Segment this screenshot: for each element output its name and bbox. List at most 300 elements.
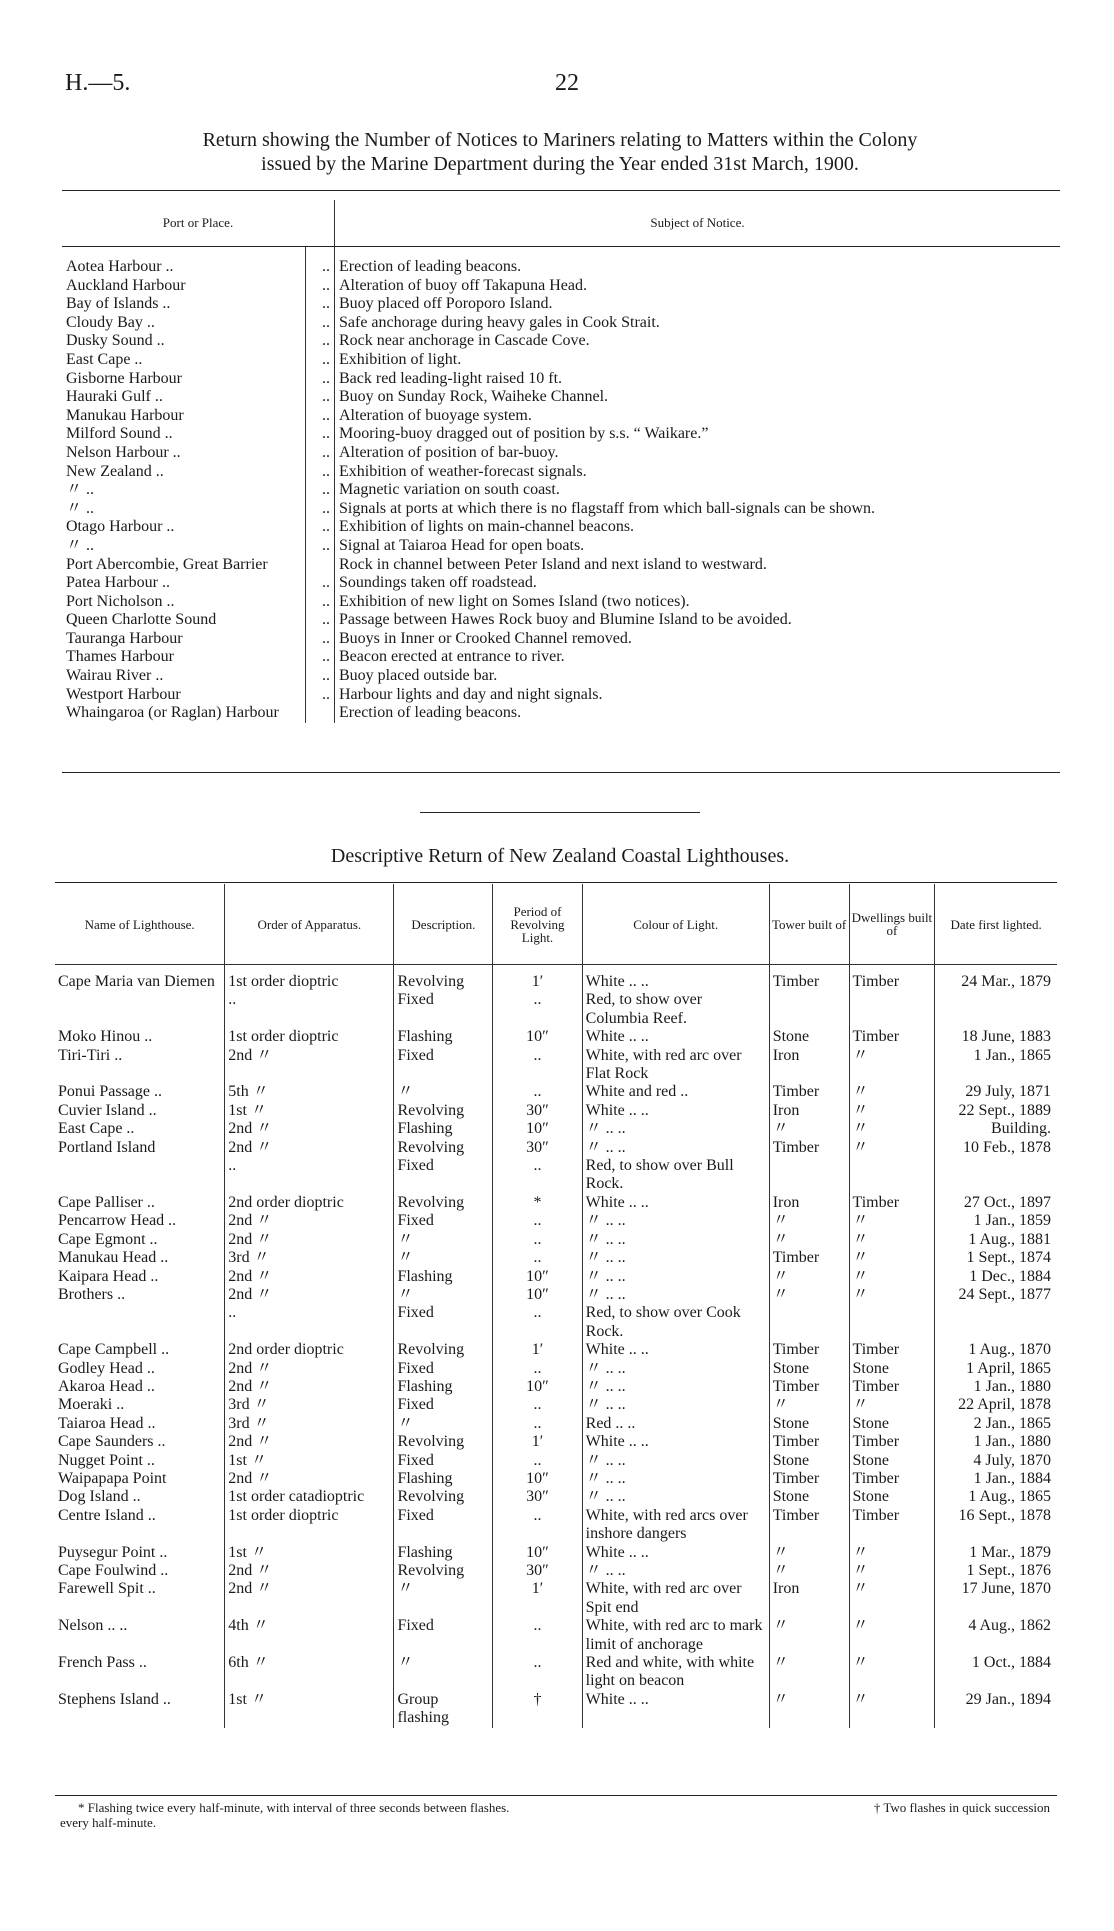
- lighthouse-date: 1 Jan., 1865: [973, 1046, 1051, 1064]
- notice-dots: ..: [306, 630, 335, 649]
- lighthouse-name: Cape Campbell ..: [55, 1341, 225, 1359]
- notice-dots: ..: [306, 481, 335, 500]
- lighthouse-date: 1 Jan., 1859: [973, 1212, 1051, 1230]
- lights-bottom-rule: [55, 1795, 1057, 1796]
- lighthouse-period: ..: [493, 1231, 582, 1249]
- footnote-asterisk: * Flashing twice every half-minute, with interval of three seconds between flashes.: [78, 1800, 510, 1815]
- lighthouse-period: 10″: [493, 1028, 582, 1046]
- notices-title-line-1: Return showing the Number of Notices to Mariners relating to Matters within the Colony: [202, 129, 918, 151]
- notice-port: Auckland Harbour: [62, 277, 306, 296]
- notices-title: [60, 128, 1060, 176]
- lighthouse-date: 16 Sept., 1878: [958, 1506, 1051, 1524]
- notice-port: Cloudy Bay ..: [62, 314, 306, 333]
- lighthouse-description: Fixed: [394, 1360, 493, 1378]
- lighthouse-row: [55, 1654, 1057, 1691]
- notice-port: 〃 ..: [62, 500, 306, 519]
- notice-row: [62, 277, 1060, 296]
- lighthouse-row: [55, 965, 1057, 1029]
- notices-table: [62, 200, 1060, 723]
- notice-dots: [306, 556, 335, 575]
- top-rule: [62, 190, 1060, 191]
- lighthouse-dwellings: 〃: [849, 1617, 935, 1654]
- notice-port: Dusky Sound ..: [62, 332, 306, 351]
- lighthouse-date: 24 Mar., 1879: [961, 973, 1051, 990]
- notice-subject: Exhibition of weather-forecast signals.: [339, 462, 587, 480]
- notice-port: Manukau Harbour: [62, 407, 306, 426]
- lighthouse-date: 1 Jan., 1880: [973, 1433, 1051, 1451]
- notice-port: Port Abercombie, Great Barrier: [62, 556, 306, 575]
- lighthouse-description: Revolving: [394, 1194, 493, 1212]
- notice-dots: ..: [306, 686, 335, 705]
- lighthouse-colour: White .. ..: [582, 1433, 769, 1451]
- lighthouse-row: [55, 1083, 1057, 1101]
- lighthouse-name: Pencarrow Head ..: [55, 1212, 225, 1230]
- col-order-header: Order of Apparatus.: [225, 884, 394, 965]
- notice-row: [62, 556, 1060, 575]
- lighthouse-order: 1st order dioptric: [225, 1028, 394, 1046]
- lighthouses-table: [55, 884, 1057, 1728]
- notice-port: Milford Sound ..: [62, 425, 306, 444]
- lighthouse-description: Flashing: [394, 1028, 493, 1046]
- lighthouse-period: 1′ ..: [493, 965, 582, 1029]
- lighthouse-date: 4 Aug., 1862: [968, 1617, 1051, 1635]
- lighthouse-name: Godley Head ..: [55, 1360, 225, 1378]
- lighthouse-colour: White .. ..: [582, 1102, 769, 1120]
- notice-row: [62, 648, 1060, 667]
- lighthouse-description: Fixed: [394, 1212, 493, 1230]
- lighthouse-row: [55, 1047, 1057, 1084]
- notice-dots: ..: [306, 648, 335, 667]
- lighthouse-name: Cape Saunders ..: [55, 1433, 225, 1451]
- col-description-header: Description.: [394, 884, 493, 965]
- col-date-header: Date first lighted.: [935, 884, 1057, 965]
- lighthouse-order: 3rd 〃: [225, 1249, 394, 1267]
- lighthouse-row: [55, 1580, 1057, 1617]
- notice-dots: ..: [306, 407, 335, 426]
- lighthouse-date: 1 Jan., 1880: [973, 1377, 1051, 1395]
- lighthouse-order: 2nd 〃 ..: [225, 1139, 394, 1194]
- lighthouse-name: Cape Palliser ..: [55, 1194, 225, 1212]
- lighthouse-name: Taiaroa Head ..: [55, 1415, 225, 1433]
- lights-top-rule: [55, 882, 1057, 883]
- lights-header-row: [55, 884, 1057, 965]
- lighthouse-dwellings: 〃: [849, 1580, 935, 1617]
- lighthouse-order: 4th 〃: [225, 1617, 394, 1654]
- lighthouse-row: [55, 1120, 1057, 1138]
- lighthouse-order: 2nd 〃: [225, 1360, 394, 1378]
- lighthouse-date: 1 Dec., 1884: [969, 1267, 1051, 1285]
- notices-body: [62, 246, 1060, 723]
- notice-row: [62, 314, 1060, 333]
- lighthouse-row: [55, 1249, 1057, 1267]
- lighthouse-date: 1 Sept., 1876: [966, 1562, 1051, 1579]
- lighthouse-period: ..: [493, 1083, 582, 1101]
- lighthouse-order: 1st 〃: [225, 1452, 394, 1470]
- notice-port: Aotea Harbour ..: [62, 246, 306, 277]
- lighthouse-tower: 〃: [769, 1654, 849, 1691]
- notice-port: Whaingaroa (or Raglan) Harbour: [62, 704, 306, 723]
- lighthouse-tower: 〃: [769, 1120, 849, 1138]
- notice-row: [62, 332, 1060, 351]
- lighthouse-tower: Timber: [769, 1507, 849, 1544]
- notice-subject: Buoy on Sunday Rock, Waiheke Channel.: [339, 388, 609, 406]
- notice-port: Gisborne Harbour: [62, 370, 306, 389]
- lighthouse-period: †: [493, 1691, 582, 1728]
- notices-bottom-rule: [62, 772, 1060, 773]
- lighthouse-dwellings: 〃: [849, 1544, 935, 1562]
- lighthouse-row: [55, 1544, 1057, 1562]
- notice-subject: Harbour lights and day and night signals.: [339, 685, 603, 703]
- lights-body: [55, 965, 1057, 1728]
- lighthouse-colour: Red .. ..: [582, 1415, 769, 1433]
- lighthouse-period: ..: [493, 1507, 582, 1544]
- lighthouse-description: Revolving: [394, 1488, 493, 1506]
- lighthouse-colour: White .. ..: [582, 1028, 769, 1046]
- lighthouse-name: Puysegur Point ..: [55, 1544, 225, 1562]
- notice-subject: Alteration of position of bar-buoy.: [339, 443, 559, 461]
- lighthouse-period: 1′: [493, 1580, 582, 1617]
- lighthouse-name: Nelson .. ..: [55, 1617, 225, 1654]
- lighthouse-row: [55, 1691, 1057, 1728]
- notice-dots: ..: [306, 277, 335, 296]
- lighthouse-tower: Stone: [769, 1415, 849, 1433]
- col-colour-header: Colour of Light.: [582, 884, 769, 965]
- lighthouse-description: Flashing: [394, 1120, 493, 1138]
- notice-subject: Exhibition of new light on Somes Island (two notices).: [339, 592, 690, 610]
- lighthouse-tower: 〃: [769, 1562, 849, 1580]
- lighthouse-dwellings: Timber: [849, 1341, 935, 1359]
- lighthouse-dwellings: 〃: [849, 1047, 935, 1084]
- notice-subject: Alteration of buoyage system.: [339, 406, 532, 424]
- notice-row: [62, 388, 1060, 407]
- notice-dots: [306, 704, 335, 723]
- notice-dots: ..: [306, 370, 335, 389]
- notice-subject: Signal at Taiaroa Head for open boats.: [339, 536, 585, 554]
- lighthouse-date: 1 Aug., 1870: [968, 1341, 1051, 1359]
- lighthouse-colour: White .. ..: [582, 1194, 769, 1212]
- lighthouse-date: 29 Jan., 1894: [965, 1690, 1051, 1708]
- lighthouse-date: 27 Oct., 1897: [963, 1193, 1051, 1211]
- lighthouse-period: 30″: [493, 1102, 582, 1120]
- lighthouse-dwellings: Timber: [849, 1507, 935, 1544]
- notice-port: 〃 ..: [62, 537, 306, 556]
- lighthouse-colour: 〃 .. ..: [582, 1249, 769, 1267]
- notice-port: Wairau River ..: [62, 667, 306, 686]
- notice-row: [62, 351, 1060, 370]
- lighthouse-description: Flashing: [394, 1544, 493, 1562]
- lighthouse-tower: Iron: [769, 1194, 849, 1212]
- lighthouse-dwellings: Stone: [849, 1452, 935, 1470]
- lighthouse-colour: 〃 .. ..: [582, 1396, 769, 1414]
- notices-header-rule: [62, 246, 1060, 247]
- lighthouse-row: [55, 1341, 1057, 1359]
- lighthouse-date: Building.: [990, 1120, 1051, 1138]
- lighthouse-name: Cape Egmont ..: [55, 1231, 225, 1249]
- notice-dots: ..: [306, 593, 335, 612]
- lighthouse-period: 10″ ..: [493, 1286, 582, 1341]
- lighthouse-row: [55, 1139, 1057, 1194]
- lighthouse-name: Waipapapa Point: [55, 1470, 225, 1488]
- notice-port: Tauranga Harbour: [62, 630, 306, 649]
- notice-row: [62, 667, 1060, 686]
- lighthouse-order: 2nd 〃: [225, 1433, 394, 1451]
- lighthouse-dwellings: Timber: [849, 1470, 935, 1488]
- lighthouse-row: [55, 1286, 1057, 1341]
- lighthouse-dwellings: Timber: [849, 1433, 935, 1451]
- lighthouse-dwellings: 〃: [849, 1120, 935, 1138]
- lighthouse-row: [55, 1212, 1057, 1230]
- lighthouse-dwellings: 〃: [849, 1102, 935, 1120]
- notice-dots: ..: [306, 667, 335, 686]
- notice-subject: Beacon erected at entrance to river.: [339, 648, 565, 666]
- notice-row: [62, 518, 1060, 537]
- lighthouse-colour: 〃 .. ..: [582, 1488, 769, 1506]
- lighthouse-colour: 〃 .. ..: [582, 1268, 769, 1286]
- lighthouse-description: Revolving: [394, 1102, 493, 1120]
- lighthouse-colour: White, with red arc over Flat Rock: [582, 1047, 769, 1084]
- lighthouse-tower: Timber: [769, 1378, 849, 1396]
- lighthouse-tower: Timber: [769, 1083, 849, 1101]
- lighthouse-date: 22 April, 1878: [958, 1396, 1051, 1414]
- lighthouse-date: 1 Sept., 1874: [966, 1249, 1051, 1267]
- lighthouse-date: 1 April, 1865: [966, 1359, 1051, 1377]
- lighthouse-period: 10″: [493, 1544, 582, 1562]
- lighthouse-colour: Red and white, with white light on beacon: [582, 1654, 769, 1691]
- lighthouse-colour: 〃 .. ..: [582, 1452, 769, 1470]
- lighthouse-date: 24 Sept., 1877: [958, 1285, 1051, 1303]
- page-number: 22: [555, 70, 579, 96]
- lighthouse-period: ..: [493, 1212, 582, 1230]
- lighthouse-name: Portland Island: [55, 1139, 225, 1194]
- notice-row: [62, 611, 1060, 630]
- lighthouse-name: East Cape ..: [55, 1120, 225, 1138]
- lighthouse-name: Centre Island ..: [55, 1507, 225, 1544]
- lighthouse-dwellings: Stone: [849, 1360, 935, 1378]
- lighthouse-period: 30″ ..: [493, 1139, 582, 1194]
- notice-dots: ..: [306, 444, 335, 463]
- lighthouse-description: Flashing: [394, 1268, 493, 1286]
- lighthouse-name: Brothers ..: [55, 1286, 225, 1341]
- lighthouse-tower: 〃: [769, 1396, 849, 1414]
- lighthouse-dwellings: 〃: [849, 1654, 935, 1691]
- notice-dots: ..: [306, 500, 335, 519]
- lighthouse-dwellings: 〃: [849, 1562, 935, 1580]
- col-period-header: Period of Revolving Light.: [493, 884, 582, 965]
- lighthouse-date: 1 Aug., 1865: [968, 1488, 1051, 1506]
- lighthouse-order: 5th 〃: [225, 1083, 394, 1101]
- lighthouse-order: 2nd 〃: [225, 1231, 394, 1249]
- lighthouse-colour: 〃 .. ..: [582, 1212, 769, 1230]
- lighthouse-description: Fixed: [394, 1047, 493, 1084]
- lighthouse-period: 30″: [493, 1562, 582, 1580]
- lighthouse-description: Revolving Fixed: [394, 1139, 493, 1194]
- notice-row: [62, 444, 1060, 463]
- lighthouse-tower: Iron: [769, 1102, 849, 1120]
- lighthouse-row: [55, 1452, 1057, 1470]
- lighthouse-tower: Stone: [769, 1488, 849, 1506]
- lighthouse-date: 4 July, 1870: [973, 1451, 1051, 1469]
- lighthouse-date: 17 June, 1870: [961, 1580, 1051, 1598]
- notice-port: Otago Harbour ..: [62, 518, 306, 537]
- section-divider: [420, 812, 700, 813]
- lighthouse-period: ..: [493, 1249, 582, 1267]
- lighthouse-colour: 〃 .. ..: [582, 1562, 769, 1580]
- notice-port: Port Nicholson ..: [62, 593, 306, 612]
- lighthouse-row: [55, 1396, 1057, 1414]
- lighthouse-description: Revolving: [394, 1341, 493, 1359]
- lighthouse-colour: White and red ..: [582, 1083, 769, 1101]
- notice-row: [62, 500, 1060, 519]
- lighthouse-period: ..: [493, 1617, 582, 1654]
- lighthouse-tower: Timber: [769, 1433, 849, 1451]
- notice-port: Nelson Harbour ..: [62, 444, 306, 463]
- notice-row: [62, 630, 1060, 649]
- lighthouse-description: 〃: [394, 1083, 493, 1101]
- notices-header-row: [62, 200, 1060, 246]
- notice-row: [62, 704, 1060, 723]
- notice-subject: Rock near anchorage in Cascade Cove.: [339, 332, 590, 350]
- lighthouse-date: 1 Aug., 1881: [968, 1230, 1051, 1248]
- lighthouse-name: Kaipara Head ..: [55, 1268, 225, 1286]
- notice-row: [62, 593, 1060, 612]
- notice-dots: ..: [306, 246, 335, 277]
- lighthouse-order: 1st 〃: [225, 1691, 394, 1728]
- lighthouse-description: Flashing: [394, 1378, 493, 1396]
- lighthouse-name: French Pass ..: [55, 1654, 225, 1691]
- lighthouse-name: Nugget Point ..: [55, 1452, 225, 1470]
- notice-subject: Passage between Hawes Rock buoy and Blumine Island to be avoided.: [339, 611, 792, 629]
- notice-row: [62, 370, 1060, 389]
- lighthouse-row: [55, 1562, 1057, 1580]
- notice-row: [62, 246, 1060, 277]
- footnotes: [60, 1800, 1050, 1830]
- lighthouse-colour: 〃 .. ..: [582, 1120, 769, 1138]
- lighthouse-date: 1 Mar., 1879: [969, 1543, 1051, 1561]
- lighthouse-order: 2nd 〃: [225, 1268, 394, 1286]
- notice-subject: Buoy placed off Poroporo Island.: [339, 295, 553, 313]
- lighthouse-row: [55, 1102, 1057, 1120]
- lighthouse-tower: Timber: [769, 1341, 849, 1359]
- notice-port: New Zealand ..: [62, 463, 306, 482]
- lighthouse-period: 10″: [493, 1470, 582, 1488]
- lighthouse-name: Manukau Head ..: [55, 1249, 225, 1267]
- lighthouse-row: [55, 1360, 1057, 1378]
- notice-row: [62, 481, 1060, 500]
- lighthouse-name: Tiri-Tiri ..: [55, 1047, 225, 1084]
- lighthouse-row: [55, 1231, 1057, 1249]
- notice-dots: ..: [306, 463, 335, 482]
- notice-subject: Soundings taken off roadstead.: [339, 574, 537, 592]
- notice-dots: ..: [306, 314, 335, 333]
- lighthouse-tower: 〃: [769, 1617, 849, 1654]
- notice-subject: Safe anchorage during heavy gales in Cook Strait.: [339, 313, 660, 331]
- notice-subject: Erection of leading beacons.: [339, 258, 522, 275]
- lighthouse-date: 1 Jan., 1884: [973, 1469, 1051, 1487]
- lighthouse-tower: Stone: [769, 1028, 849, 1046]
- lighthouse-description: 〃: [394, 1231, 493, 1249]
- lighthouse-order: 2nd 〃: [225, 1378, 394, 1396]
- lighthouse-name: Ponui Passage ..: [55, 1083, 225, 1101]
- lighthouse-period: 10″: [493, 1268, 582, 1286]
- lighthouse-dwellings: Timber: [849, 1028, 935, 1046]
- lighthouse-name: Moko Hinou ..: [55, 1028, 225, 1046]
- lighthouse-colour: 〃 .. ..: [582, 1360, 769, 1378]
- notice-row: [62, 686, 1060, 705]
- col-name-header: Name of Lighthouse.: [55, 884, 225, 965]
- lighthouse-tower: 〃: [769, 1691, 849, 1728]
- lighthouse-order: 1st order dioptric: [225, 1507, 394, 1544]
- lighthouse-name: Moeraki ..: [55, 1396, 225, 1414]
- lighthouse-date: 1 Oct., 1884: [971, 1654, 1051, 1672]
- lighthouse-colour: White .. ..: [582, 1341, 769, 1359]
- lighthouse-colour: White .. ..: [582, 1544, 769, 1562]
- footnote-dagger: † Two flashes in quick succession: [873, 1800, 1050, 1815]
- lighthouse-period: *: [493, 1194, 582, 1212]
- lighthouse-dwellings: Timber: [849, 965, 935, 1029]
- lighthouse-period: 10″: [493, 1120, 582, 1138]
- lights-title: Descriptive Return of New Zealand Coastal Lighthouses.: [330, 845, 790, 867]
- lighthouse-dwellings: 〃: [849, 1691, 935, 1728]
- lighthouse-period: ..: [493, 1654, 582, 1691]
- lighthouse-tower: Iron: [769, 1580, 849, 1617]
- notice-dots: ..: [306, 425, 335, 444]
- lighthouse-row: [55, 1470, 1057, 1488]
- notice-subject: Exhibition of lights on main-channel beacons.: [339, 518, 635, 536]
- notice-row: [62, 425, 1060, 444]
- lighthouse-description: 〃: [394, 1580, 493, 1617]
- lighthouse-colour: 〃 .. ..: [582, 1470, 769, 1488]
- notice-port: East Cape ..: [62, 351, 306, 370]
- lighthouse-order: 2nd 〃: [225, 1047, 394, 1084]
- lighthouse-period: 10″: [493, 1378, 582, 1396]
- lighthouse-description: 〃: [394, 1249, 493, 1267]
- lighthouse-dwellings: 〃: [849, 1139, 935, 1194]
- lighthouse-row: [55, 1507, 1057, 1544]
- lighthouse-row: [55, 1268, 1057, 1286]
- lighthouse-period: ..: [493, 1360, 582, 1378]
- lighthouse-row: [55, 1488, 1057, 1506]
- col-dwellings-header: Dwellings built of: [849, 884, 935, 965]
- lighthouse-name: Farewell Spit ..: [55, 1580, 225, 1617]
- lighthouse-order: 2nd 〃: [225, 1562, 394, 1580]
- lighthouse-name: Cape Foulwind ..: [55, 1562, 225, 1580]
- lighthouse-period: ..: [493, 1047, 582, 1084]
- notice-dots: ..: [306, 351, 335, 370]
- lighthouse-description: Revolving Fixed: [394, 965, 493, 1029]
- lighthouse-description: Revolving: [394, 1562, 493, 1580]
- lighthouse-colour: White, with red arc to mark limit of anchorage: [582, 1617, 769, 1654]
- lighthouse-tower: Stone: [769, 1452, 849, 1470]
- lighthouse-description: Flashing: [394, 1470, 493, 1488]
- notice-port: Hauraki Gulf ..: [62, 388, 306, 407]
- lighthouse-colour: White .. ..: [582, 1691, 769, 1728]
- lighthouse-tower: Timber: [769, 1139, 849, 1194]
- lighthouse-tower: Timber: [769, 1249, 849, 1267]
- lighthouse-description: 〃 Fixed: [394, 1286, 493, 1341]
- lighthouse-period: ..: [493, 1415, 582, 1433]
- notice-port: Bay of Islands ..: [62, 295, 306, 314]
- notice-dots: ..: [306, 574, 335, 593]
- notice-subject: Erection of leading beacons.: [339, 704, 522, 722]
- lighthouse-order: 2nd 〃: [225, 1120, 394, 1138]
- lighthouse-tower: Timber: [769, 1470, 849, 1488]
- notice-port: 〃 ..: [62, 481, 306, 500]
- notice-row: [62, 537, 1060, 556]
- lighthouse-tower: 〃: [769, 1212, 849, 1230]
- notice-dots: ..: [306, 332, 335, 351]
- lighthouse-dwellings: 〃: [849, 1396, 935, 1414]
- lighthouse-tower: Timber: [769, 965, 849, 1029]
